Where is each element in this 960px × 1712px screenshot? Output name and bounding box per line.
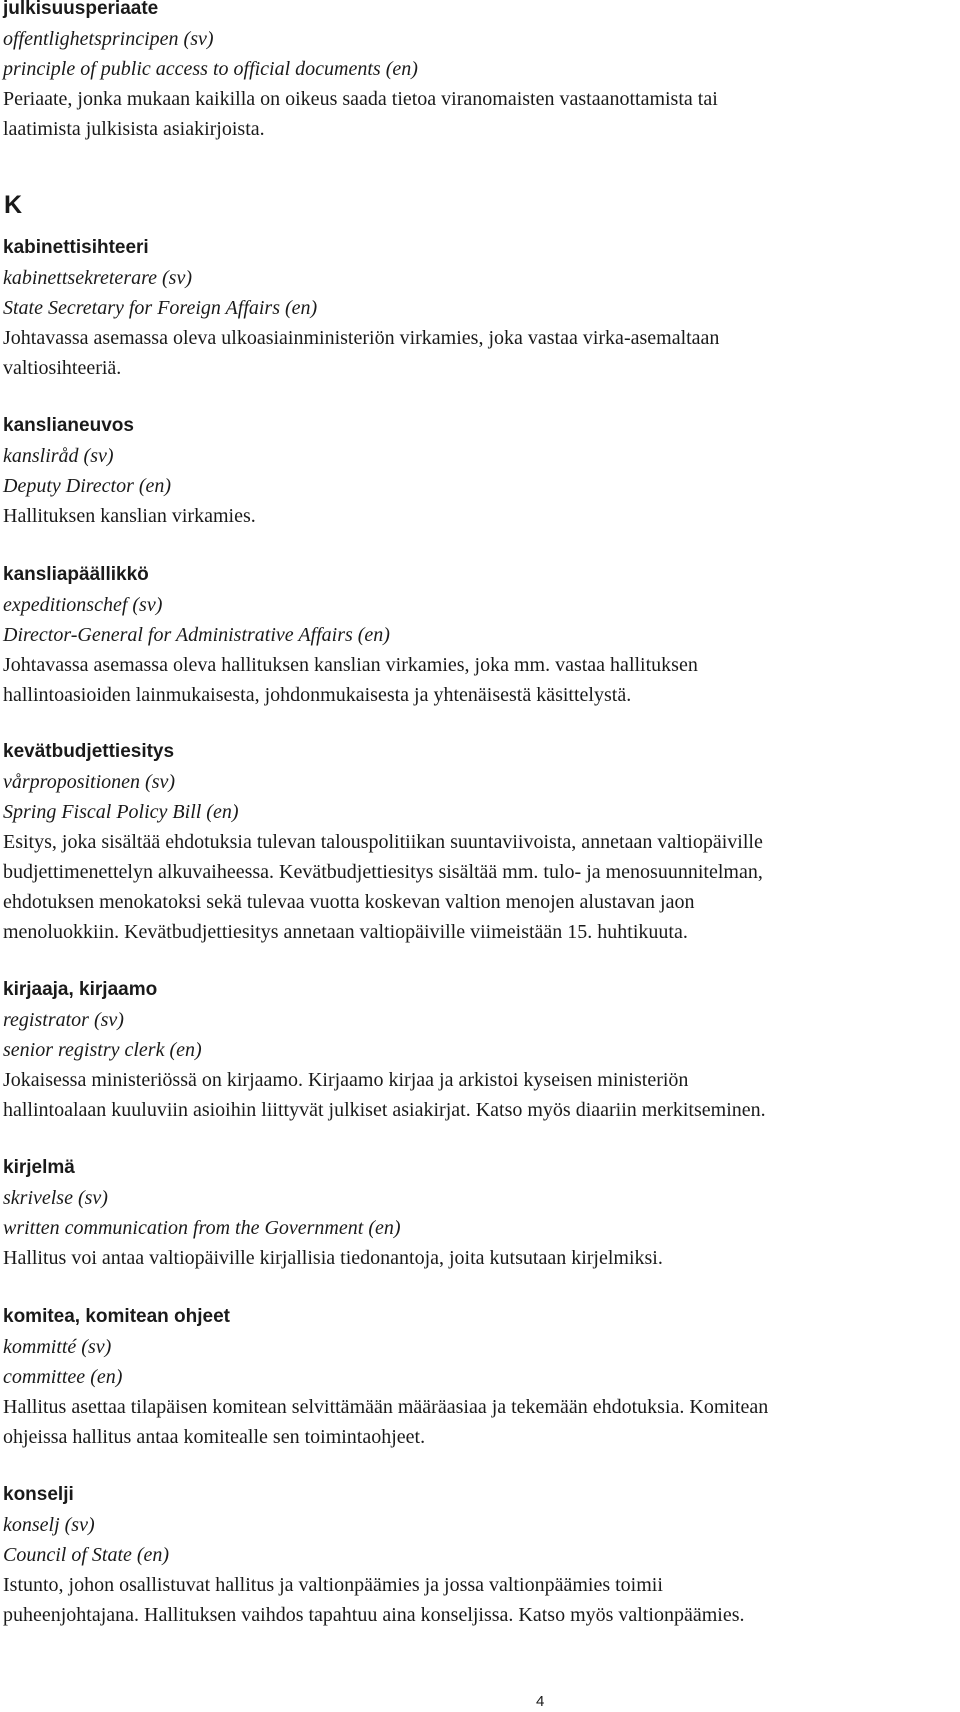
- entry-definition: [3, 1570, 953, 1630]
- glossary-entry: [3, 0, 953, 144]
- definition-line: Esitys, joka sisältää ehdotuksia tulevan talouspolitiikan suuntaviivoista, annetaan valtiopäiville: [3, 831, 763, 853]
- entry-definition: [3, 1392, 953, 1452]
- definition-line: Johtavassa asemassa oleva hallituksen kanslian virkamies, joka mm. vastaa hallituksen: [3, 654, 698, 676]
- definition-line: menoluokkiin. Kevätbudjettiesitys annetaan valtiopäiville viimeistään 15. huhtikuuta.: [3, 921, 688, 943]
- entry-term: kabinettisihteeri: [3, 237, 149, 258]
- section-letter-heading: K: [4, 191, 23, 219]
- glossary-entry: [3, 1153, 953, 1273]
- entry-term: kevätbudjettiesitys: [3, 741, 175, 762]
- definition-line: Jokaisessa ministeriössä on kirjaamo. Kirjaamo kirjaa ja arkistoi kyseisen ministeriön: [3, 1069, 689, 1091]
- definition-line: hallintoalaan kuuluviin asioihin liittyvät julkiset asiakirjat. Katso myös diaariin merkitseminen.: [3, 1099, 766, 1121]
- entry-definition: [3, 84, 953, 144]
- definition-line: puheenjohtajana. Hallituksen vaihdos tapahtuu aina konseljissa. Katso myös valtionpäämies.: [3, 1604, 745, 1626]
- page-number: 4: [536, 1693, 545, 1710]
- entry-definition: [3, 1243, 953, 1273]
- definition-line: ohjeissa hallitus antaa komitealle sen toimintaohjeet.: [3, 1426, 426, 1448]
- entry-term: julkisuusperiaate: [3, 0, 159, 19]
- definition-line: Johtavassa asemassa oleva ulkoasiainministeriön virkamies, joka vastaa virka-asemaltaan: [3, 327, 720, 349]
- entry-definition: [3, 323, 953, 383]
- entry-term: komitea, komitean ohjeet: [3, 1306, 231, 1327]
- entry-english-term: Council of State (en): [3, 1544, 170, 1566]
- entry-swedish-term: skrivelse (sv): [3, 1187, 108, 1209]
- definition-line: Periaate, jonka mukaan kaikilla on oikeus saada tietoa viranomaisten vastaanottamista tai: [3, 88, 718, 110]
- entry-definition: [3, 650, 953, 710]
- entry-english-term: Spring Fiscal Policy Bill (en): [3, 801, 239, 823]
- definition-line: ehdotuksen menokatoksi sekä tulevaa vuotta koskevan valtion menojen alustavan jaon: [3, 891, 695, 913]
- entry-term: kirjelmä: [3, 1157, 75, 1178]
- entry-english-term: written communication from the Government (en): [3, 1217, 401, 1239]
- glossary-entry: [3, 975, 953, 1125]
- entry-swedish-term: kabinettsekreterare (sv): [3, 267, 192, 289]
- definition-line: laatimista julkisista asiakirjoista.: [3, 118, 265, 140]
- entry-term: kansliapäällikkö: [3, 564, 149, 585]
- entry-english-term: State Secretary for Foreign Affairs (en): [3, 297, 318, 319]
- entry-term: konselji: [3, 1484, 74, 1505]
- glossary-entry: [3, 1302, 953, 1452]
- entry-definition: [3, 1065, 953, 1125]
- entry-swedish-term: konselj (sv): [3, 1514, 95, 1536]
- entry-definition: [3, 827, 953, 947]
- definition-line: Istunto, johon osallistuvat hallitus ja valtionpäämies ja jossa valtionpäämies toimii: [3, 1574, 663, 1596]
- glossary-entry: [3, 560, 953, 710]
- entry-english-term: Deputy Director (en): [3, 475, 172, 497]
- entry-swedish-term: offentlighetsprincipen (sv): [3, 28, 214, 50]
- glossary-entry: [3, 1480, 953, 1630]
- definition-line: Hallituksen kanslian virkamies.: [3, 505, 256, 527]
- definition-line: budjettimenettelyn alkuvaiheessa. Kevätbudjettiesitys sisältää mm. tulo- ja menosuunnitelman,: [3, 861, 763, 883]
- definition-line: Hallitus asettaa tilapäisen komitean selvittämään määräasiaa ja tekemään ehdotuksia. Komitean: [3, 1396, 769, 1418]
- entry-definition: [3, 501, 953, 531]
- definition-line: valtiosihteeriä.: [3, 357, 122, 379]
- entry-english-term: Director-General for Administrative Affairs (en): [3, 624, 390, 646]
- entry-swedish-term: vårpropositionen (sv): [3, 771, 176, 793]
- entry-english-term: senior registry clerk (en): [3, 1039, 202, 1061]
- definition-line: Hallitus voi antaa valtiopäiville kirjallisia tiedonantoja, joita kutsutaan kirjelmiksi.: [3, 1247, 663, 1269]
- definition-line: hallintoasioiden lainmukaisesta, johdonmukaisesta ja yhtenäisestä käsittelystä.: [3, 684, 632, 706]
- entry-swedish-term: kansliråd (sv): [3, 445, 114, 467]
- entry-english-term: committee (en): [3, 1366, 123, 1388]
- entry-swedish-term: kommitté (sv): [3, 1336, 112, 1358]
- entry-term: kirjaaja, kirjaamo: [3, 979, 158, 1000]
- entry-swedish-term: expeditionschef (sv): [3, 594, 163, 616]
- entry-swedish-term: registrator (sv): [3, 1009, 124, 1031]
- entry-term: kanslianeuvos: [3, 415, 134, 436]
- glossary-entry: [3, 737, 953, 947]
- glossary-entry: [3, 411, 953, 531]
- glossary-entry: [3, 233, 953, 383]
- entry-english-term: principle of public access to official documents (en): [3, 58, 418, 80]
